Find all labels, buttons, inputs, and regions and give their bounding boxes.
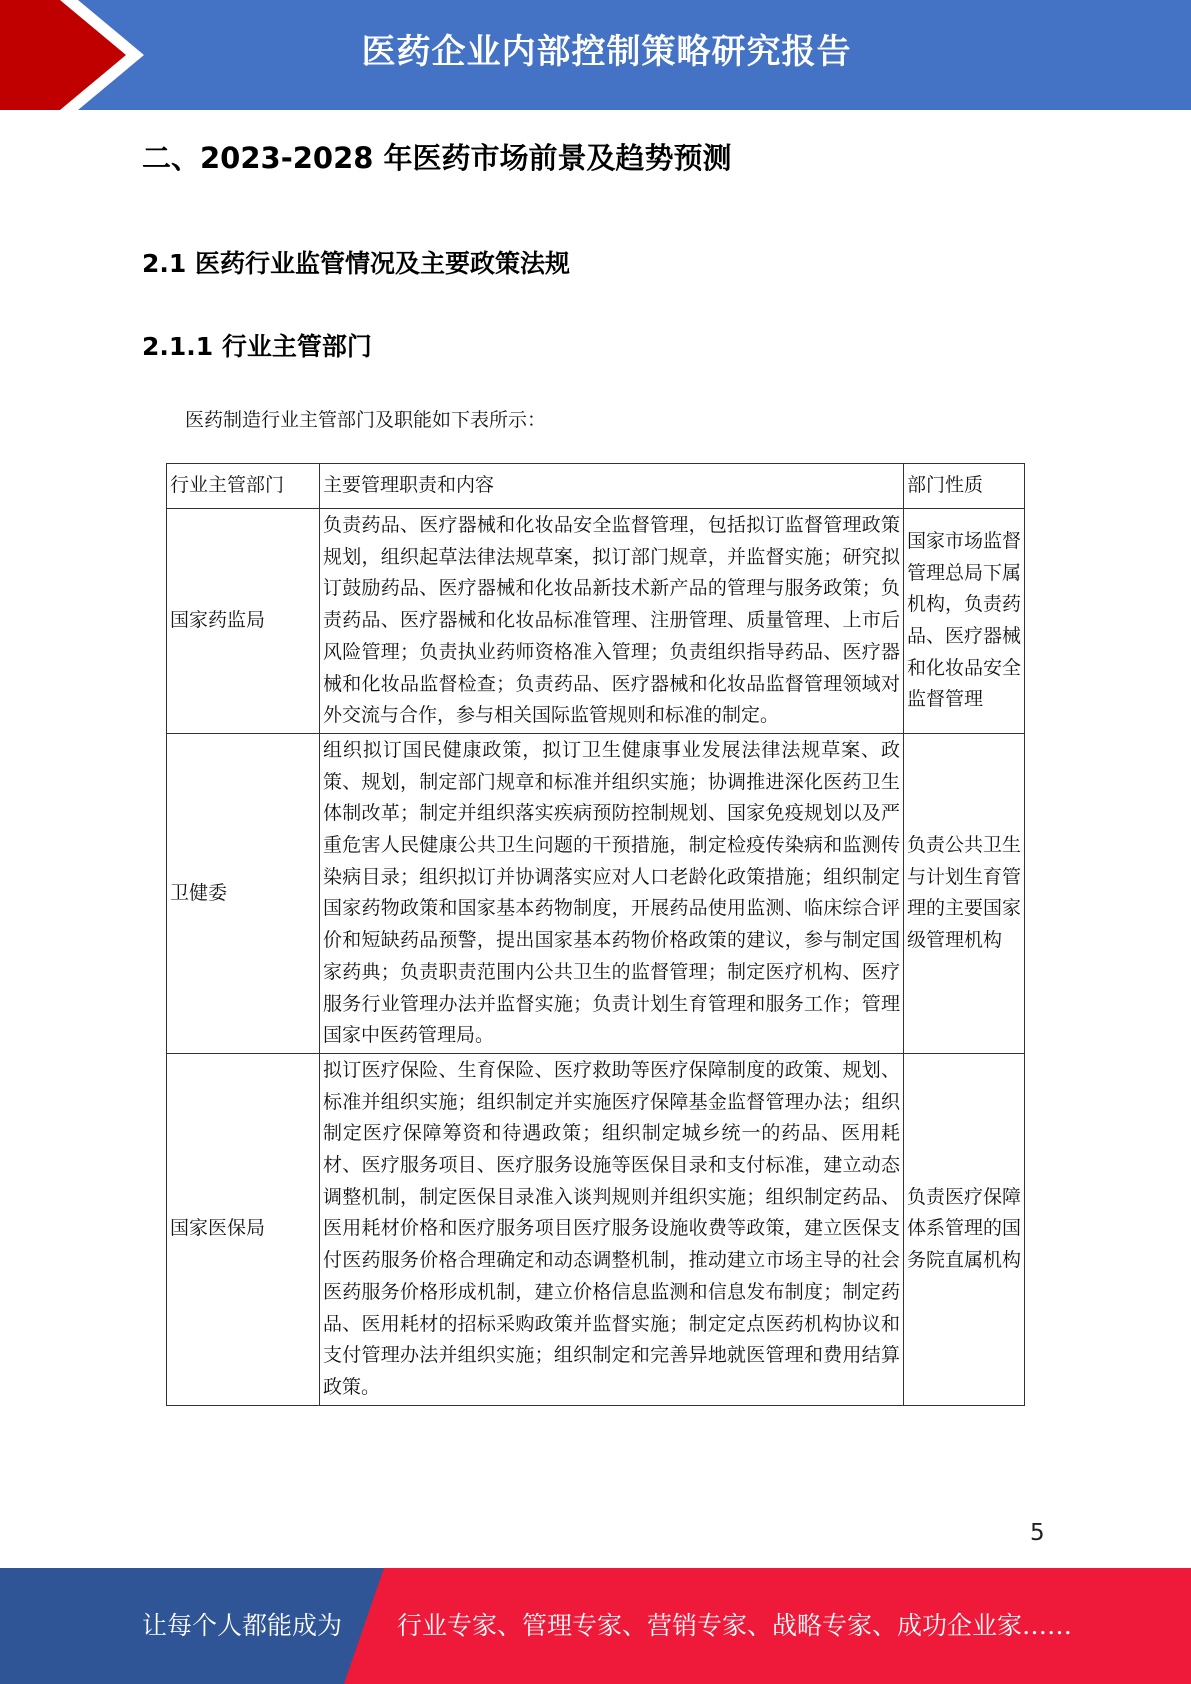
nature-cell: 负责医疗保障体系管理的国务院直属机构 xyxy=(904,1053,1025,1405)
table-header-row xyxy=(167,464,1025,509)
footer-slogan-left: 让每个人都能成为 xyxy=(142,1611,343,1640)
footer-banner xyxy=(0,1568,1191,1684)
duty-cell: 组织拟订国民健康政策，拟订卫生健康事业发展法律法规草案、政策、规划，制定部门规章和标准并组织实施；协调推进深化医药卫生体制改革；制定并组织落实疾病预防控制规划、国家免疫规划以及严重危害人民健康公共卫生问题的干预措施，制定检疫传染病和监测传染病目录；组织拟订并协调落实应对人口老龄化政策措施；组织制定国家药物政策和国家基本药物制度，开展药品使用监测、临床综合评价和短缺药品预警，提出国家基本药物价格政策的建议，参与制定国家药典；负责职责范围内公共卫生的监督管理；制定医疗机构、医疗服务行业管理办法并监督实施；负责计划生育管理和服务工作；管理国家中医药管理局。 xyxy=(320,733,904,1053)
intro-paragraph: 医药制造行业主管部门及职能如下表所示： xyxy=(185,409,547,431)
header-banner xyxy=(0,0,1191,110)
chapter-heading: 二、2023-2028 年医药市场前景及趋势预测 xyxy=(142,141,732,175)
duty-cell: 拟订医疗保险、生育保险、医疗救助等医疗保障制度的政策、规划、标准并组织实施；组织制定并实施医疗保障基金监督管理办法；组织制定医疗保障筹资和待遇政策；组织制定城乡统一的药品、医用耗材、医疗服务项目、医疗服务设施等医保目录和支付标准，建立动态调整机制，制定医保目录准入谈判规则并组织实施；组织制定药品、医用耗材价格和医疗服务项目医疗服务设施收费等政策，建立医保支付医药服务价格合理确定和动态调整机制，推动建立市场主导的社会医药服务价格形成机制，建立价格信息监测和信息发布制度；制定药品、医用耗材的招标采购政策并监督实施；制定定点医药机构协议和支付管理办法并组织实施；组织制定和完善异地就医管理和费用结算政策。 xyxy=(320,1053,904,1405)
table-row xyxy=(167,733,1025,1053)
duty-cell: 负责药品、医疗器械和化妆品安全监督管理，包括拟订监督管理政策规划，组织起草法律法规草案，拟订部门规章，并监督实施；研究拟订鼓励药品、医疗器械和化妆品新技术新产品的管理与服务政策；负责药品、医疗器械和化妆品标准管理、注册管理、质量管理、上市后风险管理；负责执业药师资格准入管理；负责组织指导药品、医疗器械和化妆品监督检查；负责药品、医疗器械和化妆品监督管理领域对外交流与合作，参与相关国际监管规则和标准的制定。 xyxy=(320,509,904,734)
header-cell-duty: 主要管理职责和内容 xyxy=(320,464,904,509)
dept-cell: 国家医保局 xyxy=(167,1053,320,1405)
report-title: 医药企业内部控制策略研究报告 xyxy=(361,32,852,72)
authority-table xyxy=(166,463,1025,1406)
page-number: 5 xyxy=(1030,1520,1045,1546)
table-row xyxy=(167,1053,1025,1405)
nature-cell: 国家市场监督管理总局下属机构，负责药品、医疗器械和化妆品安全监督管理 xyxy=(904,509,1025,734)
nature-cell: 负责公共卫生与计划生育管理的主要国家级管理机构 xyxy=(904,733,1025,1053)
footer-slogan-right: 行业专家、管理专家、营销专家、战略专家、成功企业家…… xyxy=(397,1611,1073,1640)
header-cell-nature: 部门性质 xyxy=(904,464,1025,509)
dept-cell: 国家药监局 xyxy=(167,509,320,734)
header-cell-dept: 行业主管部门 xyxy=(167,464,320,509)
section-heading: 2.1 医药行业监管情况及主要政策法规 xyxy=(142,249,570,278)
subsection-heading: 2.1.1 行业主管部门 xyxy=(142,332,372,361)
dept-cell: 卫健委 xyxy=(167,733,320,1053)
table-row xyxy=(167,509,1025,734)
